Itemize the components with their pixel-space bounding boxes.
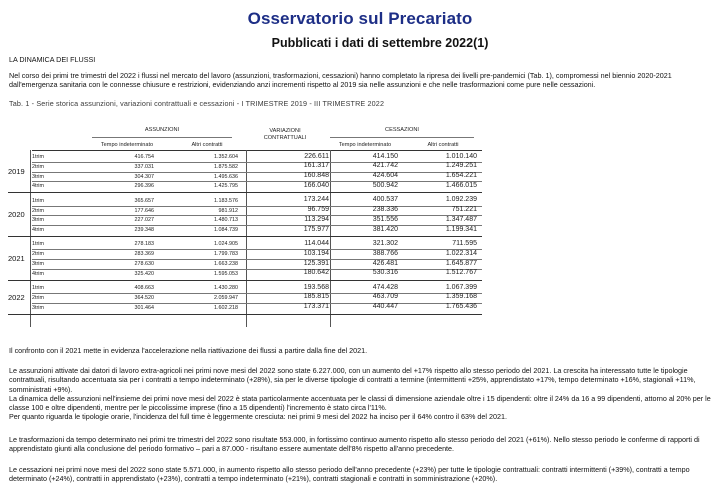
- assunzioni-altri-contratti: 1.430.280: [214, 285, 238, 292]
- cessazioni-tempo-indeterminato: 530.316: [372, 269, 398, 277]
- cessazioni-tempo-indeterminato: 238.336: [372, 206, 398, 213]
- assunzioni-tempo-indeterminato: 283.369: [134, 251, 154, 258]
- table-row: [32, 293, 482, 303]
- assunzioni-altri-contratti: 1.495.636: [214, 173, 238, 180]
- quarter-label: 1trim: [32, 285, 44, 292]
- assunzioni-tempo-indeterminato: 416.754: [134, 154, 154, 160]
- quarter-label: 3trim: [32, 261, 44, 267]
- table-row: [32, 249, 482, 259]
- table-row: [32, 283, 482, 293]
- quarter-label: 3trim: [32, 304, 44, 311]
- quarter-label: 2trim: [32, 207, 44, 214]
- table-caption: Tab. 1 - Serie storica assunzioni, variazioni contrattuali e cessazioni - I TRIMESTRE 2019 - III TRIMESTRE 2022: [9, 99, 385, 108]
- year-group-rule: [8, 236, 482, 237]
- cessazioni-altri-contratti: 1.466.015: [445, 181, 477, 189]
- cessazioni-altri-contratti: 1.092.239: [445, 196, 477, 204]
- cessazioni-altri-contratti: 1.249.251: [445, 162, 477, 170]
- assunzioni-tempo-indeterminato: 177.646: [134, 207, 154, 214]
- assunzioni-tempo-indeterminato: 239.348: [134, 227, 154, 234]
- cessazioni-tempo-indeterminato: 421.742: [372, 162, 398, 170]
- header-assunzioni: ASSUNZIONI: [144, 127, 180, 133]
- quarter-label: 4trim: [32, 183, 44, 190]
- variazioni-contrattuali: 226.611: [304, 152, 329, 160]
- variazioni-contrattuali: 173.371: [303, 303, 329, 311]
- assunzioni-tempo-indeterminato: 364.520: [134, 294, 154, 301]
- cessazioni-tempo-indeterminato: 321.302: [372, 239, 398, 247]
- variazioni-contrattuali: 175.977: [303, 225, 329, 233]
- year-column-divider: [30, 150, 31, 327]
- cessazioni-altri-contratti: 1.067.399: [445, 283, 477, 291]
- cessazioni-altri-contratti: 1.022.314: [445, 249, 477, 257]
- assunzioni-altri-contratti: 1.024.905: [214, 241, 238, 248]
- year-label: 2020: [8, 210, 25, 220]
- page-title: Osservatorio sul Precariato: [247, 9, 473, 28]
- header-altri-contratti: Altri contratti: [191, 142, 223, 148]
- intro-paragraph: Nel corso dei primi tre trimestri del 2022 i flussi nel mercato del lavoro (assunzioni, trasformazioni, cessazioni) hanno completato la ripresa dei livelli pre-pandemici (Tab. 1), compromessi nel biennio 2020-2021 dall'emergenza sanitaria con le connesse chiusure e restrizioni, evidenziando anzi incrementi rispetto al 2019 sia nelle assunzioni e che nelle trasformazioni come pure nelle cessazioni.: [9, 71, 672, 90]
- year-group-rule: [8, 192, 482, 193]
- table-row: [32, 152, 482, 162]
- year-label: 2022: [8, 292, 25, 302]
- variazioni-contrattuali: 173.244: [303, 196, 329, 204]
- paragraph-cessazioni: Le cessazioni nei primi nove mesi del 2022 sono state 5.571.000, in aumento rispetto allo stesso periodo dell'anno precedente (+23%) per tutte le tipologie contrattuali: contratti intermittenti (+39%), contratti a tempo determinato (+24%), contratti in apprendistato (+23%), contratti a tempo indeterminato (+21%), contratti stagionali e contratti in somministrazione (+20%).: [9, 465, 690, 484]
- quarter-label: 2trim: [32, 163, 44, 170]
- assunzioni-altri-contratti: 1.183.576: [214, 197, 238, 204]
- quarter-label: 1trim: [32, 197, 44, 204]
- cessazioni-altri-contratti: 1.654.221: [445, 172, 477, 180]
- variazioni-contrattuali: 96.759: [307, 206, 329, 213]
- cessazioni-altri-contratti: 1.359.168: [445, 293, 477, 301]
- cessazioni-altri-contratti: 1.199.341: [445, 225, 477, 233]
- assunzioni-altri-contratti: 1.602.218: [214, 304, 238, 311]
- paragraph-trasformazioni: Le trasformazioni da tempo determinato nei primi tre trimestri del 2022 sono risultate 553.000, in fortissimo continuo aumento rispetto allo stesso periodo del 2021 (+61%). Nello stesso periodo le conferme di rapporti di apprendistato giunti alla conclusione del periodo formativo – pari a 87.000 - risultano essere aumentate dell'8% rispetto all'anno precedente.: [9, 435, 700, 454]
- variazioni-contrattuali: 193.568: [303, 283, 329, 291]
- cessazioni-tempo-indeterminato: 463.709: [372, 293, 398, 301]
- header-cessazioni: CESSAZIONI: [385, 127, 419, 133]
- year-group-rule: [8, 280, 482, 281]
- table-row: [32, 172, 482, 182]
- table-row: [32, 196, 482, 206]
- year-label: 2021: [8, 254, 25, 263]
- assunzioni-tempo-indeterminato: 296.396: [134, 183, 154, 190]
- quarter-label: 3trim: [32, 173, 44, 180]
- header-cess-tempo-indeterminato: Tempo indeterminato: [338, 142, 392, 148]
- header-bottom-rule: [32, 150, 482, 151]
- quarter-label: 2trim: [32, 251, 44, 258]
- table-row: [32, 303, 482, 313]
- cessazioni-tempo-indeterminato: 426.481: [372, 259, 398, 267]
- table-row: [32, 206, 482, 216]
- quarter-label: 1trim: [32, 154, 44, 160]
- variazioni-contrattuali: 114.044: [304, 239, 329, 247]
- table-row: [32, 181, 482, 191]
- header-variazioni-1: VARIAZIONI: [269, 128, 301, 134]
- variazioni-contrattuali: 161.317: [303, 162, 329, 170]
- assunzioni-altri-contratti: 1.084.739: [214, 227, 238, 234]
- assunzioni-altri-contratti: 1.875.582: [214, 163, 238, 170]
- section-heading: LA DINAMICA DEI FLUSSI: [9, 55, 96, 64]
- assunzioni-altri-contratti: 1.480.713: [214, 217, 238, 224]
- cessazioni-tempo-indeterminato: 381.420: [372, 225, 398, 233]
- cessazioni-altri-contratti: 1.765.436: [445, 303, 477, 311]
- assunzioni-tempo-indeterminato: 408.663: [134, 285, 154, 292]
- cessazioni-tempo-indeterminato: 474.428: [372, 283, 398, 291]
- variazioni-contrattuali: 160.848: [303, 172, 329, 180]
- variazioni-contrattuali: 113.294: [304, 215, 329, 223]
- assunzioni-tempo-indeterminato: 278.630: [134, 261, 154, 267]
- variazioni-contrattuali: 125.391: [303, 259, 329, 267]
- assunzioni-altri-contratti: 1.352.604: [214, 154, 238, 160]
- paragraph-assunzioni: Le assunzioni attivate dai datori di lavoro extra-agricoli nei primi nove mesi del 2022 sono state 6.227.000, con un aumento del +17% rispetto allo stesso periodo del 2021. La crescita ha interessato tutte le tipologie contrattuali, risultando accentuata sia per i contratti a tempo indeterminato (+28%), sia per le diverse tipologie di contratti a termine (intermittenti +25%, apprendistato +17%, tempo determinato +16%, stagionali +11%, somministrati +9%).: [9, 366, 696, 394]
- cessazioni-tempo-indeterminato: 400.537: [372, 196, 398, 204]
- cessazioni-altri-contratti: 1.512.767: [445, 269, 477, 277]
- cessazioni-altri-contratti: 1.010.140: [445, 152, 477, 160]
- header-tempo-indeterminato: Tempo indeterminato: [100, 142, 154, 148]
- quarter-label: 4trim: [32, 227, 44, 234]
- page-subtitle: Pubblicati i dati di settembre 2022(1): [271, 36, 489, 50]
- cessazioni-tempo-indeterminato: 424.604: [372, 172, 398, 180]
- cessazioni-altri-contratti: 1.347.487: [445, 215, 477, 223]
- cessazioni-tempo-indeterminato: 440.447: [372, 303, 398, 311]
- assunzioni-tempo-indeterminato: 304.307: [134, 173, 154, 180]
- assunzioni-tempo-indeterminato: 227.027: [134, 217, 154, 224]
- variazioni-contrattuali: 166.040: [303, 181, 329, 189]
- assunzioni-tempo-indeterminato: 325.420: [134, 270, 154, 277]
- cessazioni-altri-contratti: 1.645.877: [445, 259, 477, 267]
- assunzioni-altri-contratti: 1.663.238: [214, 261, 238, 267]
- quarter-label: 1trim: [32, 241, 44, 248]
- assunzioni-altri-contratti: 1.425.795: [214, 183, 238, 190]
- assunzioni-altri-contratti: 981.912: [218, 207, 238, 214]
- cessazioni-tempo-indeterminato: 351.556: [372, 215, 398, 223]
- table-row: [32, 162, 482, 172]
- table-row: [32, 215, 482, 225]
- paragraph-tipologie-orarie: Per quanto riguarda le tipologie orarie, l'incidenza del full time è leggermente cresciuta: nei primi 9 mesi del 2022 ha inciso per il 64% contro il 63% del 2021.: [9, 412, 507, 421]
- cessazioni-tempo-indeterminato: 388.766: [372, 249, 398, 257]
- assunzioni-tempo-indeterminato: 278.183: [134, 241, 154, 248]
- year-label: 2019: [8, 166, 25, 176]
- paragraph-dimensione: La dinamica delle assunzioni nell'insieme dei primi nove mesi del 2022 è stata particolarmente accentuata per le classi di dimensione aziendale oltre i 15 dipendenti: oltre il 24% da 16 a 99 dipendenti, attorno al 20% per le classe 100 e oltre dipendenti, mentre per le piccolissime imprese (fino a 15 dipendenti) l'incremento è stato circa l'11%.: [9, 394, 711, 413]
- quarter-label: 3trim: [32, 217, 44, 224]
- table-row: [32, 269, 482, 279]
- variazioni-contrattuali: 103.194: [303, 249, 329, 257]
- paragraph-confronto: Il confronto con il 2021 mette in evidenza l'accelerazione nella riattivazione dei flussi a partire dalla fine del 2021.: [9, 346, 368, 355]
- table-row: [32, 259, 482, 269]
- quarter-label: 4trim: [32, 270, 44, 277]
- cessazioni-altri-contratti: 751.221: [451, 206, 477, 213]
- assunzioni-tempo-indeterminato: 337.031: [134, 163, 154, 170]
- assunzioni-altri-contratti: 1.595.053: [214, 270, 238, 277]
- quarter-label: 2trim: [32, 294, 44, 301]
- cessazioni-underline: [330, 137, 474, 138]
- table-row: [32, 225, 482, 235]
- table-row: [32, 239, 482, 249]
- header-variazioni-2: CONTRATTUALI: [263, 135, 307, 141]
- variazioni-contrattuali: 180.642: [303, 269, 329, 277]
- assunzioni-tempo-indeterminato: 301.464: [134, 304, 154, 311]
- year-group-rule: [8, 314, 482, 315]
- cessazioni-altri-contratti: 711.595: [452, 239, 477, 247]
- assunzioni-altri-contratti: 2.059.947: [214, 294, 238, 301]
- header-cess-altri-contratti: Altri contratti: [427, 142, 459, 148]
- assunzioni-tempo-indeterminato: 365.657: [134, 197, 154, 204]
- cessazioni-tempo-indeterminato: 500.942: [372, 181, 398, 189]
- cessazioni-tempo-indeterminato: 414.150: [372, 152, 398, 160]
- assunzioni-altri-contratti: 1.799.783: [214, 251, 238, 258]
- assunzioni-underline: [92, 137, 232, 138]
- variazioni-contrattuali: 185.815: [303, 293, 329, 301]
